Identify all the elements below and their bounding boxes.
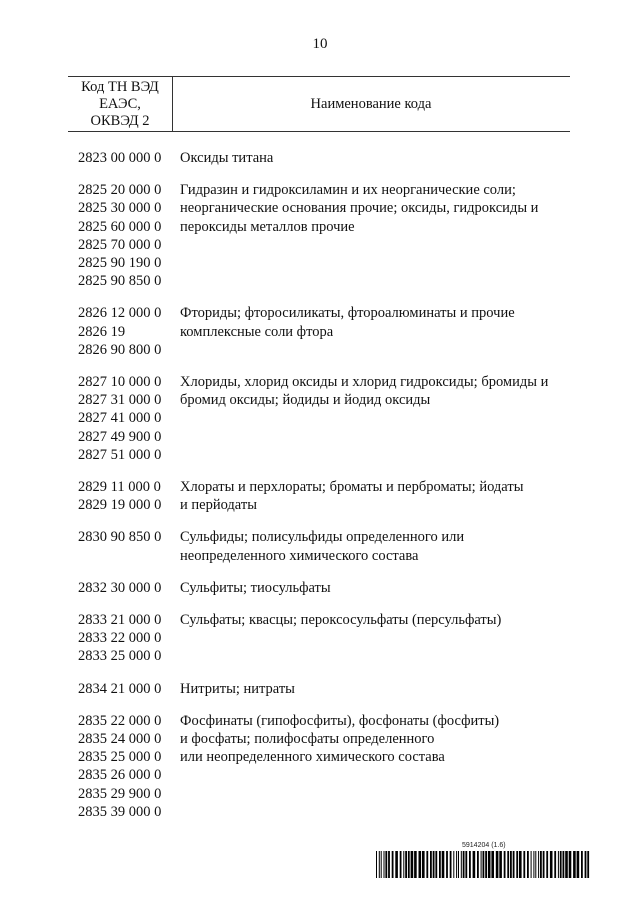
code-name-line: неорганические основания прочие; оксиды, гидроксиды и <box>180 200 539 217</box>
code-value: 2827 51 000 0 <box>78 446 162 463</box>
barcode-bar <box>585 851 587 878</box>
barcode-bar <box>439 851 441 878</box>
barcode-bar <box>510 851 512 878</box>
table-row <box>78 579 578 597</box>
barcode-bar <box>392 851 394 878</box>
code-value: 2829 11 000 0 <box>78 479 161 496</box>
barcode-bar <box>477 851 479 878</box>
barcode-bar <box>540 851 542 878</box>
barcode-bar <box>519 851 522 878</box>
barcode-bar <box>504 851 506 878</box>
barcode-bar <box>458 851 459 878</box>
barcode-bar <box>499 851 502 878</box>
barcode-bar <box>395 851 398 878</box>
table-row <box>78 611 578 666</box>
code-value: 2833 25 000 0 <box>78 648 162 665</box>
barcode-bar <box>384 851 385 878</box>
barcode-bar <box>403 851 404 878</box>
barcode-bar <box>516 851 518 878</box>
barcode-bar <box>430 851 432 878</box>
code-value: 2825 70 000 0 <box>78 236 162 253</box>
barcode-bar <box>527 851 529 878</box>
code-name-line: Хлориды, хлорид оксиды и хлорид гидроксиды; бромиды и <box>180 374 549 391</box>
code-value: 2826 12 000 0 <box>78 305 162 322</box>
barcode-bar <box>543 851 545 878</box>
barcode-bar <box>376 851 377 878</box>
code-value: 2827 41 000 0 <box>78 410 162 427</box>
code-name-line: Гидразин и гидроксиламин и их неорганические соли; <box>180 182 516 199</box>
barcode-bar <box>491 851 494 878</box>
barcode-bar <box>507 851 509 878</box>
code-list <box>78 528 180 564</box>
barcode-bar <box>465 851 467 878</box>
barcode-bar <box>381 851 382 878</box>
code-name <box>180 478 578 514</box>
code-list <box>78 181 180 290</box>
barcode-bar <box>483 851 485 878</box>
table-row <box>78 149 578 167</box>
barcode-label: 5914204 (1.6) <box>462 842 506 849</box>
code-value: 2833 21 000 0 <box>78 612 162 629</box>
code-name-line: Нитриты; нитраты <box>180 680 295 697</box>
code-name-line: Фосфинаты (гипофосфиты), фосфонаты (фосфиты) <box>180 712 500 729</box>
code-name-line: Фториды; фторосиликаты, фтороалюминаты и прочие <box>180 305 515 322</box>
table-row <box>78 712 578 821</box>
code-list <box>78 478 180 514</box>
barcode-bar <box>433 851 435 878</box>
table-row <box>78 680 578 698</box>
barcode-bar <box>405 851 407 878</box>
code-value: 2835 29 900 0 <box>78 785 162 802</box>
code-value: 2823 00 000 0 <box>78 150 162 166</box>
barcode-bar <box>435 851 437 878</box>
code-name-line: Оксиды титана <box>180 150 274 166</box>
code-name-line: Сульфиты; тиосульфаты <box>180 579 331 596</box>
barcode-bar <box>388 851 390 878</box>
table-row <box>78 181 578 290</box>
barcode-bar <box>496 851 499 878</box>
barcode-bar <box>577 851 580 878</box>
barcode-bar <box>569 851 572 878</box>
barcode-bar <box>587 851 589 878</box>
code-name <box>180 304 578 359</box>
barcode-bar <box>535 851 536 878</box>
name-column-header <box>172 77 570 131</box>
barcode-bar <box>523 851 525 878</box>
code-value: 2825 60 000 0 <box>78 218 162 235</box>
code-name-line: Хлораты и перхлораты; броматы и перброматы; йодаты <box>180 479 524 496</box>
barcode-bar <box>411 851 414 878</box>
code-column-header-label: Код ТН ВЭД ЕАЭС, ОКВЭД 2 <box>81 78 159 129</box>
barcode-bar <box>581 851 583 878</box>
barcode-bar <box>414 851 417 878</box>
code-value: 2825 90 190 0 <box>78 255 162 272</box>
table-row <box>78 478 578 514</box>
code-list <box>78 304 180 359</box>
code-name-line: неопределенного химического состава <box>180 547 419 564</box>
table-row <box>78 304 578 359</box>
code-name-line: Сульфиды; полисульфиды определенного или <box>180 529 465 546</box>
barcode-bar <box>573 851 576 878</box>
code-name-line: Сульфаты; квасцы; пероксосульфаты (персульфаты) <box>180 612 502 629</box>
code-value: 2827 31 000 0 <box>78 392 162 409</box>
code-value: 2835 22 000 0 <box>78 712 162 729</box>
code-value: 2830 90 850 0 <box>78 529 162 546</box>
code-value: 2825 20 000 0 <box>78 182 162 199</box>
code-value: 2833 22 000 0 <box>78 630 162 647</box>
code-list <box>78 579 180 597</box>
page-number: 10 <box>312 36 328 52</box>
code-value: 2826 90 800 0 <box>78 341 162 358</box>
code-list <box>78 611 180 666</box>
barcode-bar <box>531 851 532 878</box>
table-row <box>78 528 578 564</box>
barcode-bar <box>488 851 491 878</box>
barcode-bar <box>550 851 553 878</box>
barcode-bar <box>385 851 387 878</box>
code-value: 2834 21 000 0 <box>78 680 162 697</box>
barcode-image <box>376 851 590 878</box>
code-value: 2835 39 000 0 <box>78 803 162 820</box>
code-list <box>78 149 180 167</box>
barcode-bar <box>450 851 452 878</box>
code-list <box>78 680 180 698</box>
barcode-bar <box>469 851 471 878</box>
code-name <box>180 712 578 821</box>
barcode-bar <box>379 851 380 878</box>
table-header <box>68 76 570 132</box>
code-value: 2825 90 850 0 <box>78 273 162 290</box>
barcode-bar <box>563 851 565 878</box>
code-value: 2827 10 000 0 <box>78 374 162 391</box>
code-name <box>180 373 578 464</box>
code-column-header <box>68 77 173 131</box>
code-list <box>78 712 180 821</box>
barcode-bar <box>463 851 465 878</box>
code-value: 2827 49 900 0 <box>78 428 162 445</box>
barcode-bar <box>533 851 534 878</box>
barcode-bar <box>456 851 457 878</box>
barcode-bar <box>513 851 515 878</box>
barcode-bar <box>558 851 559 878</box>
code-name <box>180 181 578 290</box>
code-name-line: пероксиды металлов прочие <box>180 218 355 235</box>
barcode-bar <box>485 851 487 878</box>
barcode-bar <box>461 851 462 878</box>
barcode-bar <box>565 851 568 878</box>
code-name <box>180 680 578 698</box>
barcode-bar <box>419 851 422 878</box>
barcode-bar <box>426 851 428 878</box>
code-name-line: и фосфаты; полифосфаты определенного <box>180 731 435 748</box>
code-name <box>180 579 578 597</box>
code-value: 2826 19 <box>78 323 126 340</box>
code-name-line: комплексные соли фтора <box>180 323 334 340</box>
barcode-bar <box>453 851 454 878</box>
code-value: 2829 19 000 0 <box>78 497 162 514</box>
code-table-body <box>78 149 578 835</box>
barcode-bar <box>422 851 425 878</box>
barcode-bar <box>481 851 482 878</box>
barcode-bar <box>554 851 556 878</box>
barcode-bar <box>400 851 402 878</box>
code-name-line: и перйодаты <box>180 497 257 514</box>
barcode-bar <box>560 851 562 878</box>
name-column-header-label: Наименование кода <box>310 95 432 112</box>
code-value: 2825 30 000 0 <box>78 200 162 217</box>
table-row <box>78 373 578 464</box>
code-value: 2832 30 000 0 <box>78 579 162 596</box>
code-name-line: бромид оксиды; йодиды и йодид оксиды <box>180 392 431 409</box>
barcode-bar <box>442 851 445 878</box>
code-list <box>78 373 180 464</box>
code-name <box>180 528 578 564</box>
code-name <box>180 149 578 167</box>
code-name-line: или неопределенного химического состава <box>180 749 445 766</box>
code-name <box>180 611 578 666</box>
code-value: 2835 25 000 0 <box>78 749 162 766</box>
barcode-bar <box>408 851 410 878</box>
code-value: 2835 26 000 0 <box>78 767 162 784</box>
code-value: 2835 24 000 0 <box>78 731 162 748</box>
barcode-bar <box>473 851 476 878</box>
barcode-bar <box>538 851 539 878</box>
barcode-bar <box>446 851 448 878</box>
barcode-bar <box>546 851 548 878</box>
